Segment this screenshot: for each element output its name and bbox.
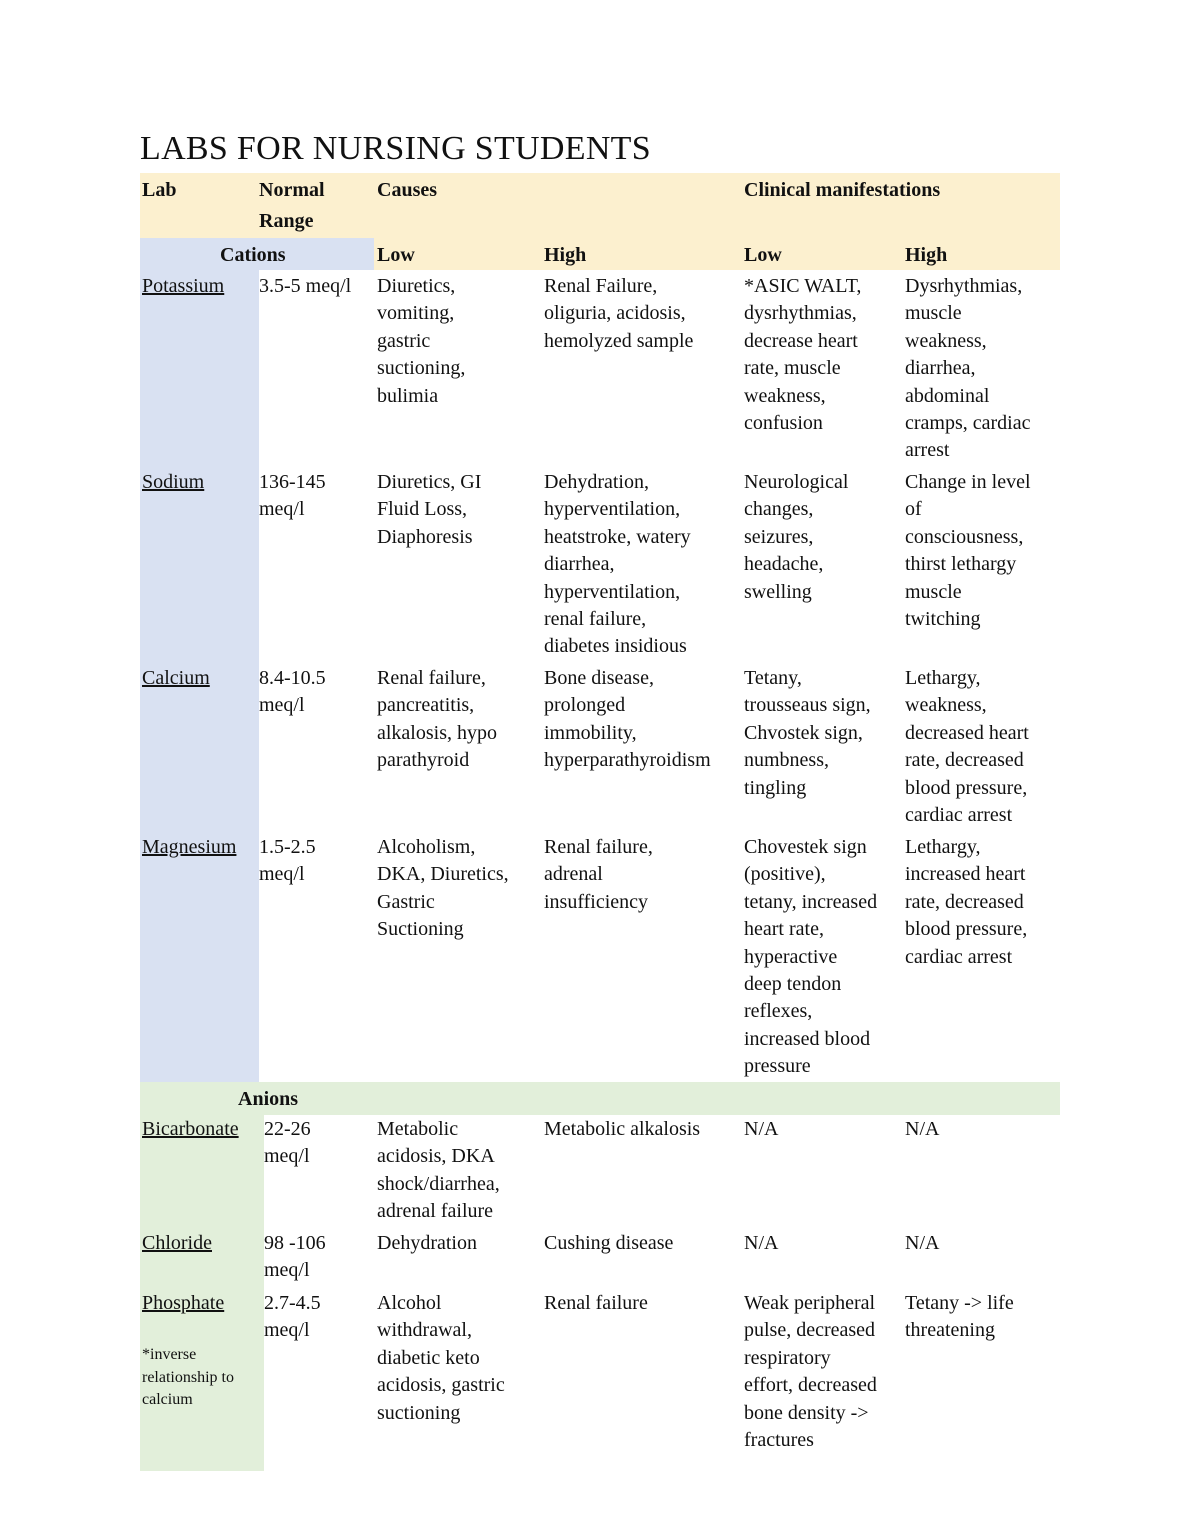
cause-low-text: bulimia — [377, 384, 439, 407]
range-text: meq/l — [259, 863, 305, 886]
range-text: meq/l — [259, 498, 305, 521]
range-text: meq/l — [259, 694, 305, 717]
cause-high-text: renal failure, — [544, 608, 647, 630]
cause-low-text: DKA, Diuretics, — [377, 863, 509, 886]
clin-high-text: threatening — [905, 1319, 995, 1342]
clin-high-text: cardiac arrest — [905, 804, 1013, 826]
header-clinical-manifestations: Clinical manifestations — [744, 179, 941, 201]
clin-low-text: numbness, — [744, 749, 829, 772]
cause-low-text: adrenal failure — [377, 1200, 494, 1223]
lab-name: Potassium — [142, 275, 225, 297]
cause-high-text: prolonged — [544, 694, 626, 717]
clin-low-text: N/A — [744, 1232, 779, 1254]
lab-name: Magnesium — [142, 836, 237, 858]
lab-name: Calcium — [142, 667, 210, 689]
clin-high-text: muscle — [905, 580, 962, 603]
clin-high-text: thirst lethargy — [905, 553, 1017, 576]
cause-high-text: heatstroke, watery — [544, 525, 691, 548]
clin-high-text: N/A — [905, 1232, 940, 1254]
clin-low-text: tetany, increased — [744, 890, 878, 913]
clin-low-text: pulse, decreased — [744, 1319, 876, 1342]
clin-low-text: seizures, — [744, 525, 814, 548]
clin-low-text: respiratory — [744, 1346, 831, 1369]
clin-high-text: rate, decreased — [905, 890, 1024, 913]
cause-low-text: suctioning, — [377, 357, 466, 380]
cause-low-text: Diaphoresis — [377, 525, 473, 548]
cause-high-text: oliguria, acidosis, — [544, 302, 686, 325]
range-text: 98 -106 — [264, 1232, 326, 1254]
cause-high-text: hemolyzed sample — [544, 329, 694, 352]
clin-low-text: confusion — [744, 412, 823, 434]
clin-low-text: trousseaus sign, — [744, 694, 871, 717]
lab-note-text: relationship to — [142, 1368, 234, 1386]
cause-low-text: vomiting, — [377, 302, 455, 325]
clin-high-text: rate, decreased — [905, 749, 1024, 772]
range-text: 136-145 — [259, 471, 326, 493]
cause-high-text: diarrhea, — [544, 553, 615, 576]
cause-low-text: Diuretics, GI — [377, 471, 482, 493]
cause-high-text: Cushing disease — [544, 1232, 674, 1254]
clin-high-text: N/A — [905, 1118, 940, 1140]
header-clinical-low: Low — [744, 244, 782, 266]
range-text: 22-26 — [264, 1118, 311, 1140]
cause-low-text: diabetic keto — [377, 1346, 480, 1369]
clin-low-text: hyperactive — [744, 945, 838, 968]
range-text: 2.7-4.5 — [264, 1292, 321, 1314]
clin-high-text: Lethargy, — [905, 836, 981, 858]
header-causes-low: Low — [377, 244, 415, 266]
clin-low-text: Tetany, — [744, 667, 802, 689]
clin-low-text: effort, decreased — [744, 1374, 877, 1397]
cause-low-text: shock/diarrhea, — [377, 1172, 500, 1195]
clin-low-text: reflexes, — [744, 1000, 813, 1023]
clin-low-text: bone density -> — [744, 1401, 869, 1424]
cause-high-text: Metabolic alkalosis — [544, 1118, 701, 1140]
clin-high-text: increased heart — [905, 863, 1026, 886]
cause-high-text: hyperparathyroidism — [544, 749, 711, 772]
clin-low-text: dysrhythmias, — [744, 302, 857, 325]
clin-low-text: Chvostek sign, — [744, 721, 863, 744]
header-causes-high: High — [544, 244, 587, 266]
lab-name: Chloride — [142, 1232, 212, 1254]
lab-name: Bicarbonate — [142, 1118, 239, 1140]
cause-high-text: Dehydration, — [544, 471, 649, 493]
clin-low-text: heart rate, — [744, 918, 824, 941]
cause-low-text: suctioning — [377, 1401, 461, 1424]
clin-low-text: pressure — [744, 1055, 811, 1078]
range-text: meq/l — [264, 1145, 310, 1168]
clin-high-text: Tetany -> life — [905, 1292, 1014, 1314]
lab-name: Phosphate — [142, 1292, 225, 1314]
cause-high-text: insufficiency — [544, 890, 649, 913]
range-text: 1.5-2.5 — [259, 836, 316, 858]
clin-high-text: cramps, cardiac — [905, 412, 1031, 434]
header-cations: Cations — [220, 244, 286, 266]
clin-low-text: (positive), — [744, 863, 826, 886]
clin-high-text: cardiac arrest — [905, 945, 1013, 968]
clin-low-text: tingling — [744, 776, 807, 799]
cause-high-text: diabetes insidious — [544, 635, 687, 658]
header-anions: Anions — [238, 1088, 299, 1110]
cause-high-text: immobility, — [544, 721, 637, 744]
cause-low-text: Alcohol — [377, 1292, 442, 1314]
cause-low-text: Renal failure, — [377, 667, 486, 689]
clin-high-text: blood pressure, — [905, 776, 1028, 799]
range-text: meq/l — [264, 1259, 310, 1282]
cause-high-text: Renal Failure, — [544, 275, 658, 297]
cause-low-text: acidosis, DKA — [377, 1145, 495, 1168]
clin-low-text: rate, muscle — [744, 357, 841, 380]
lab-note-text: calcium — [142, 1391, 193, 1408]
cause-low-text: Gastric — [377, 890, 435, 913]
cause-low-text: Metabolic — [377, 1118, 459, 1140]
range-text: 8.4-10.5 — [259, 667, 326, 689]
clin-low-text: increased blood — [744, 1027, 871, 1050]
lab-name: Sodium — [142, 471, 205, 493]
clin-low-text: headache, — [744, 553, 824, 576]
clin-low-text: Chovestek sign — [744, 836, 867, 858]
cause-low-text: withdrawal, — [377, 1319, 472, 1342]
cause-low-text: acidosis, gastric — [377, 1374, 505, 1397]
clin-low-text: N/A — [744, 1118, 779, 1140]
lab-note-text: *inverse — [142, 1346, 197, 1363]
clin-high-text: of — [905, 498, 922, 521]
cause-low-text: Suctioning — [377, 918, 464, 941]
cause-low-text: Fluid Loss, — [377, 498, 468, 521]
clin-low-text: Weak peripheral — [744, 1292, 876, 1314]
clin-high-text: Lethargy, — [905, 667, 981, 689]
cause-high-text: Bone disease, — [544, 667, 654, 689]
clin-high-text: twitching — [905, 608, 981, 630]
cause-low-text: Alcoholism, — [377, 836, 476, 858]
clin-low-text: weakness, — [744, 384, 826, 407]
clin-low-text: decrease heart — [744, 329, 858, 352]
page-title: LABS FOR NURSING STUDENTS — [140, 130, 651, 167]
cause-high-text: Renal failure, — [544, 836, 653, 858]
cause-low-text: pancreatitis, — [377, 694, 475, 717]
cause-low-text: Dehydration — [377, 1232, 477, 1254]
clin-high-text: weakness, — [905, 694, 987, 717]
cause-low-text: gastric — [377, 329, 431, 352]
cause-high-text: Renal failure — [544, 1292, 648, 1314]
clin-high-text: Dysrhythmias, — [905, 275, 1023, 297]
clin-low-text: Neurological — [744, 471, 849, 493]
header-normal-range-line1: Normal — [259, 179, 325, 201]
header-causes: Causes — [377, 179, 438, 201]
clin-high-text: blood pressure, — [905, 918, 1028, 941]
clin-high-text: abdominal — [905, 384, 990, 407]
clin-high-text: arrest — [905, 439, 950, 462]
clin-high-text: muscle — [905, 302, 962, 325]
range-text: 3.5-5 meq/l — [259, 275, 352, 297]
header-lab: Lab — [142, 179, 177, 201]
cause-high-text: adrenal — [544, 863, 603, 886]
range-text: meq/l — [264, 1319, 310, 1342]
clin-high-text: consciousness, — [905, 525, 1024, 548]
cause-high-text: hyperventilation, — [544, 498, 681, 521]
clin-low-text: *ASIC WALT, — [744, 275, 862, 297]
header-normal-range-line2: Range — [259, 210, 314, 232]
cause-low-text: alkalosis, hypo — [377, 721, 497, 744]
clin-high-text: diarrhea, — [905, 357, 976, 380]
clin-high-text: decreased heart — [905, 721, 1029, 744]
cause-low-text: parathyroid — [377, 749, 470, 772]
clin-low-text: changes, — [744, 498, 814, 521]
cause-low-text: Diuretics, — [377, 275, 456, 297]
header-clinical-high: High — [905, 244, 948, 266]
cause-high-text: hyperventilation, — [544, 580, 681, 603]
clin-low-text: swelling — [744, 580, 812, 603]
clin-high-text: Change in level — [905, 471, 1031, 493]
clin-low-text: deep tendon — [744, 973, 842, 995]
clin-high-text: weakness, — [905, 329, 987, 352]
clin-low-text: fractures — [744, 1429, 814, 1451]
